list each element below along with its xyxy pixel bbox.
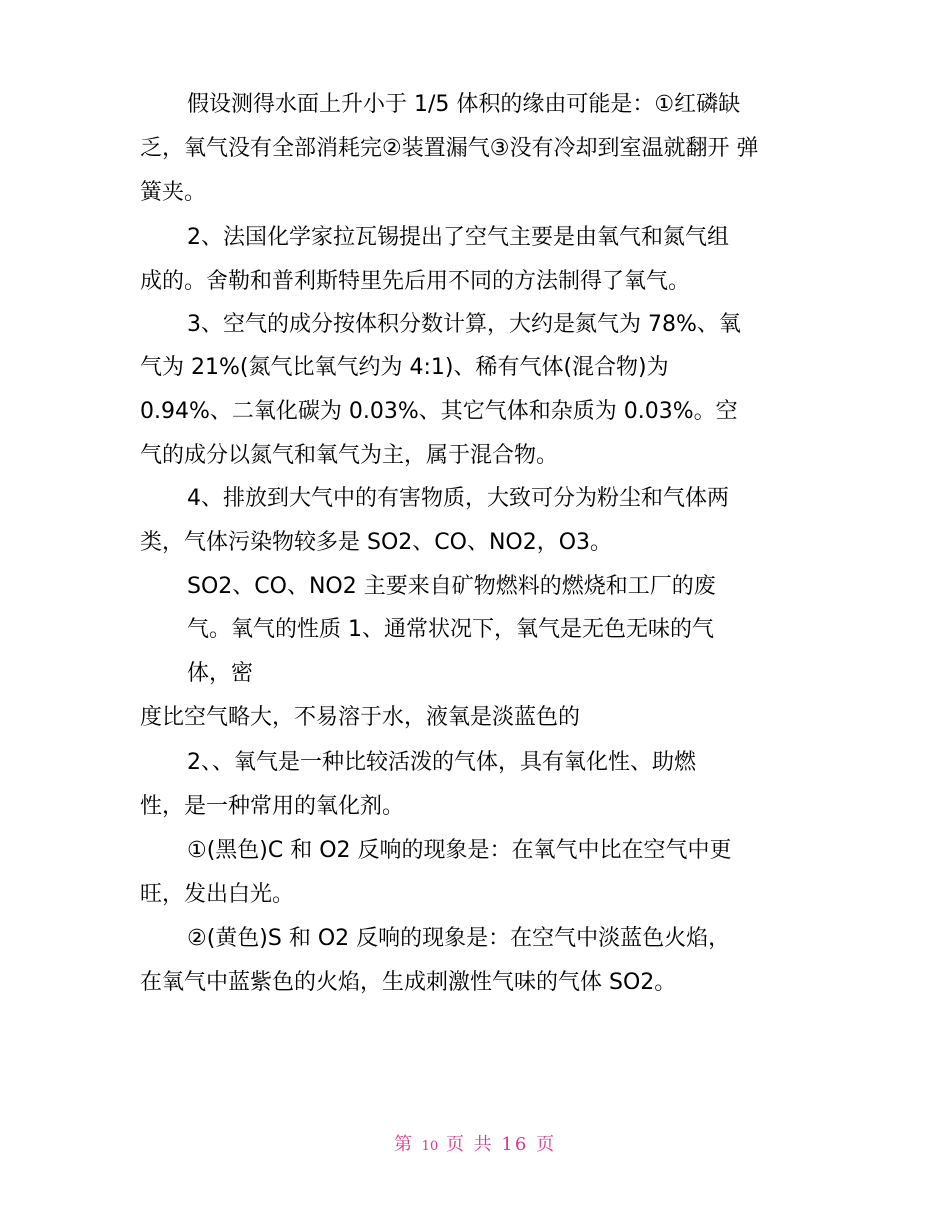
- text-line: 0.94%、二氧化碳为 0.03%、其它气体和杂质为 0.03%。空: [140, 399, 738, 424]
- text-line: 类，气体污染物较多是 SO2、CO、NO2，O3。: [140, 530, 613, 555]
- footer-middle: 页 共: [445, 1134, 494, 1155]
- text-line: 气的成分以氮气和氧气为主，属于混合物。: [140, 443, 559, 468]
- text-line: 4、排放到大气中的有害物质，大致可分为粉尘和气体两: [187, 486, 729, 511]
- text-line: 乏，氧气没有全部消耗完②装置漏气③没有冷却到室温就翻开 弹: [140, 136, 759, 161]
- text-line: 假设测得水面上升小于 1/5 体积的缘由可能是：①红磷缺: [187, 92, 741, 117]
- footer-current-page: 10: [421, 1139, 439, 1154]
- text-line: 气为 21%(氮气比氧气约为 4:1)、稀有气体(混合物)为: [140, 355, 669, 380]
- text-line: 气。氧气的性质 1、通常状况下，氧气是无色无味的气: [187, 617, 714, 642]
- text-line: 在氧气中蓝紫色的火焰，生成刺激性气味的气体 SO2。: [140, 970, 677, 995]
- text-line: SO2、CO、NO2 主要来自矿物燃料的燃烧和工厂的废: [187, 574, 716, 599]
- footer-prefix: 第: [393, 1134, 414, 1155]
- text-line: 簧夹。: [140, 180, 207, 205]
- footer-suffix: 页: [536, 1134, 557, 1155]
- footer-total-pages: 16: [501, 1134, 529, 1155]
- text-line: 2、、氧气是一种比较活泼的气体，具有氧化性、助燃: [187, 750, 696, 775]
- text-line: 度比空气略大，不易溶于水，液氧是淡蓝色的: [140, 705, 581, 730]
- text-line: ②(黄色)S 和 O2 反响的现象是：在空气中淡蓝色火焰，: [187, 926, 731, 951]
- page-footer: [0, 1133, 950, 1159]
- text-line: 旺，发出白光。: [140, 882, 295, 907]
- text-line: ①(黑色)C 和 O2 反响的现象是：在氧气中比在空气中更: [187, 838, 732, 863]
- text-line: 性，是一种常用的氧化剂。: [140, 794, 405, 819]
- text-line: 3、空气的成分按体积分数计算，大约是氮气为 78%、氧: [187, 312, 741, 337]
- text-line: 2、法国化学家拉瓦锡提出了空气主要是由氧气和氮气组: [187, 225, 729, 250]
- text-line: 成的。舍勒和普利斯特里先后用不同的方法制得了氧气。: [140, 269, 691, 294]
- text-line: 体，密: [187, 661, 254, 686]
